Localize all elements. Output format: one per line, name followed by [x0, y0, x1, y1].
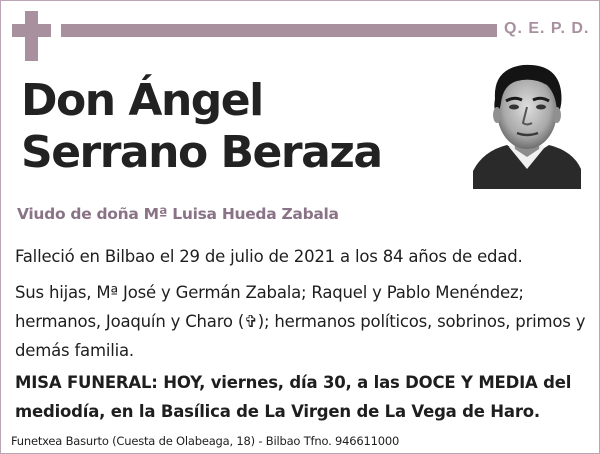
death-notice: Falleció en Bilbao el 29 de julio de 2021 a los 84 años de edad.	[15, 247, 523, 266]
header-bar	[61, 24, 497, 37]
name-line-2: Serrano Beraza	[21, 127, 382, 178]
funeral-line-1: MISA FUNERAL: HOY, viernes, día 30, a las DOCE Y MEDIA del	[15, 373, 572, 392]
portrait-photo	[473, 59, 581, 189]
qepd-label: Q. E. P. D.	[504, 20, 590, 37]
funeral-notice	[15, 368, 587, 426]
deceased-name	[21, 75, 382, 179]
widow-line: Viudo de doña Mª Luisa Hueda Zabala	[17, 205, 339, 223]
funeral-home-info: Funetxea Basurto (Cuesta de Olabeaga, 18) - Bilbao Tfno. 946611000	[11, 434, 400, 448]
funeral-line-2: mediodía, en la Basílica de La Virgen de La Vega de Haro.	[15, 402, 540, 421]
family-text-b: ); hermanos políticos, sobrinos, primos y demás familia.	[15, 312, 586, 360]
family-text-a: Sus hijas, Mª José y Germán Zabala; Raquel y Pablo Menéndez; hermanos, Joaquín y Charo (	[15, 283, 524, 331]
cross-icon-horizontal	[12, 24, 51, 37]
family-notice	[15, 278, 587, 365]
portrait-image	[473, 59, 581, 189]
deceased-cross-icon: ✞	[244, 312, 258, 331]
name-line-1: Don Ángel	[21, 75, 263, 126]
